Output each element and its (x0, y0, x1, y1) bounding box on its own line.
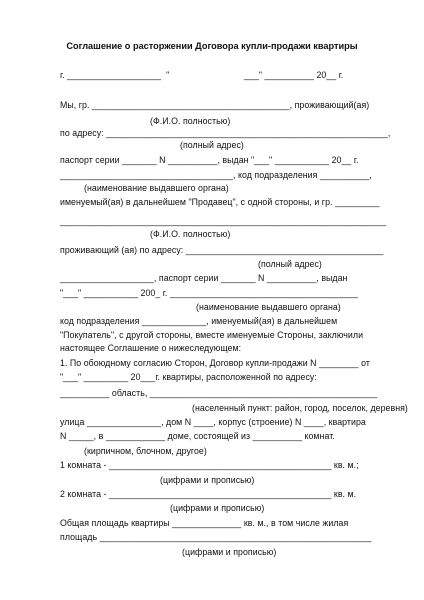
contract-date-line: "___" _________ 20___г. квартиры, расположенной по адресу: (60, 372, 317, 382)
buyer-name-caption: (Ф.И.О. полностью) (150, 229, 231, 239)
room-2-line: 2 комната - _____________________________________________ кв. м. (60, 489, 357, 499)
street-line: улица _______________, дом N ____, корпус (строение) N ____, квартира (60, 417, 366, 427)
seller-passport-line: паспорт серии _______ N __________, выдан "___" ___________ 20__ г. (60, 155, 359, 165)
building-line: N _____, в ____________ доме, состоящей из __________ комнат. (60, 431, 335, 441)
parties-line: "Покупатель", с другой стороны, вместе именуемые Стороны, заключили (60, 330, 364, 340)
living-area-line: площадь _______________________________________________________ (60, 532, 372, 542)
seller-address-caption: (полный адрес) (180, 140, 244, 150)
living-area-caption: (цифрами и прописью) (182, 547, 277, 557)
clause-1-line: 1. По обоюдному согласию Сторон, Договор купли-продажи N ________ от (60, 358, 370, 368)
buyer-address-line: проживающий (ая) по адресу: ________________________________________ (60, 245, 384, 255)
seller-subdivision-line: ___________________________________, код подразделения __________, (60, 170, 372, 180)
buyer-name-line: __________________________________________________________________ (60, 216, 387, 226)
total-area-line: Общая площадь квартиры ______________ кв. м., в том числе жилая (60, 518, 349, 528)
seller-issuer-caption: (наименование выдавшего органа) (84, 183, 229, 193)
buyer-subdivision-line: код подразделения _____________, именуемый(ая) в дальнейшем (60, 316, 338, 326)
seller-address-line: по адресу: _________________________________________________________, (60, 128, 391, 138)
place-date-line: г. ___________________ " ___" __________ 20__ г. (60, 70, 344, 80)
buyer-issue-date-line: "___" ___________ 200_ г. ______________________________________ (60, 288, 358, 298)
seller-name-line: Мы, гр. ________________________________________, проживающий(ая) (60, 100, 370, 110)
buyer-issuer-caption: (наименование выдавшего органа) (196, 302, 341, 312)
room-1-line: 1 комната - _____________________________________________ кв. м.; (60, 460, 359, 470)
building-type-caption: (кирпичном, блочном, другое) (84, 446, 207, 456)
buyer-passport-line: ___________________, паспорт серии _______ N __________, выдан (60, 273, 348, 283)
locality-caption: (населенный пункт: район, город, поселок, деревня) (192, 403, 408, 413)
seller-name-caption: (Ф.И.О. полностью) (150, 116, 231, 126)
document-title: Соглашение о расторжении Договора купли-продажи квартиры (66, 41, 358, 51)
room-2-caption: (цифрами и прописью) (170, 503, 265, 513)
buyer-address-caption: (полный адрес) (258, 259, 322, 269)
agreement-intro-line: настоящее Соглашение о нижеследующем: (60, 343, 242, 353)
region-line: __________ область, ______________________________________________ (60, 388, 378, 398)
seller-role-line: именуемый(ая) в дальнейшем "Продавец", с одной стороны, и гр. _________ (60, 197, 380, 207)
room-1-caption: (цифрами и прописью) (160, 475, 255, 485)
